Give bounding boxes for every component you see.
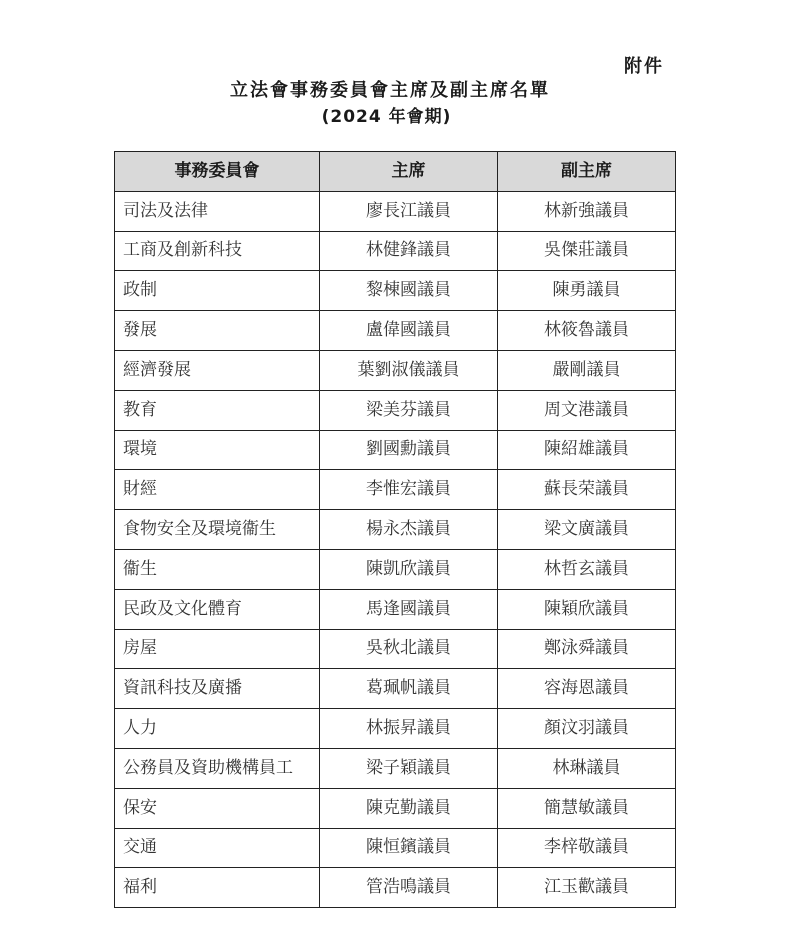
committee-cell: 教育 [115,390,320,430]
table-row [115,629,676,669]
deputy-chairman-cell: 梁文廣議員 [498,510,676,550]
deputy-chairman-cell: 容海恩議員 [498,669,676,709]
committee-cell: 經濟發展 [115,350,320,390]
chairman-cell: 林健鋒議員 [320,231,498,271]
table-row [115,470,676,510]
committee-cell: 發展 [115,311,320,351]
committee-table [114,151,676,908]
table-row [115,271,676,311]
committee-cell: 食物安全及環境衞生 [115,510,320,550]
title-text: 立法會事務委員會主席及副主席名單 [230,80,550,101]
committee-cell: 司法及法律 [115,191,320,231]
committee-cell: 福利 [115,868,320,908]
chairman-cell: 廖長江議員 [320,191,498,231]
document-subtitle [0,102,785,127]
committee-cell: 交通 [115,828,320,868]
table-row [115,669,676,709]
committee-cell: 財經 [115,470,320,510]
deputy-chairman-cell: 簡慧敏議員 [498,788,676,828]
table-row [115,748,676,788]
column-header-chairman: 主席 [320,152,498,192]
subtitle-text: (2024 年會期) [321,107,452,127]
table-row [115,430,676,470]
table-row [115,709,676,749]
committee-cell: 政制 [115,271,320,311]
chairman-cell: 管浩鳴議員 [320,868,498,908]
chairman-cell: 梁美芬議員 [320,390,498,430]
column-header-deputy-chairman: 副主席 [498,152,676,192]
committee-cell: 人力 [115,709,320,749]
deputy-chairman-cell: 鄭泳舜議員 [498,629,676,669]
table-row [115,828,676,868]
chairman-cell: 楊永杰議員 [320,510,498,550]
deputy-chairman-cell: 李梓敬議員 [498,828,676,868]
committee-cell: 環境 [115,430,320,470]
chairman-cell: 馬逢國議員 [320,589,498,629]
deputy-chairman-cell: 林琳議員 [498,748,676,788]
column-header-committee: 事務委員會 [115,152,320,192]
table-row [115,788,676,828]
table-row [115,350,676,390]
table-row [115,311,676,351]
committee-cell: 公務員及資助機構員工 [115,748,320,788]
deputy-chairman-cell: 江玉歡議員 [498,868,676,908]
chairman-cell: 林振昇議員 [320,709,498,749]
document-title [0,76,785,102]
deputy-chairman-cell: 嚴剛議員 [498,350,676,390]
chairman-cell: 盧偉國議員 [320,311,498,351]
chairman-cell: 葉劉淑儀議員 [320,350,498,390]
deputy-chairman-cell: 陳穎欣議員 [498,589,676,629]
deputy-chairman-cell: 林新強議員 [498,191,676,231]
annex-label: 附件 [624,56,664,77]
chairman-cell: 李惟宏議員 [320,470,498,510]
chairman-cell: 黎棟國議員 [320,271,498,311]
table-row [115,231,676,271]
committee-cell: 民政及文化體育 [115,589,320,629]
deputy-chairman-cell: 陳勇議員 [498,271,676,311]
table-row [115,390,676,430]
committee-cell: 資訊科技及廣播 [115,669,320,709]
chairman-cell: 陳克勤議員 [320,788,498,828]
table-row [115,589,676,629]
table-row [115,549,676,589]
deputy-chairman-cell: 顏汶羽議員 [498,709,676,749]
deputy-chairman-cell: 陳紹雄議員 [498,430,676,470]
table-row [115,191,676,231]
chairman-cell: 吳秋北議員 [320,629,498,669]
table-header-row [115,152,676,192]
chairman-cell: 陳恒鑌議員 [320,828,498,868]
committee-cell: 工商及創新科技 [115,231,320,271]
chairman-cell: 劉國勳議員 [320,430,498,470]
deputy-chairman-cell: 林筱魯議員 [498,311,676,351]
committee-cell: 房屋 [115,629,320,669]
committee-cell: 衞生 [115,549,320,589]
deputy-chairman-cell: 蘇長荣議員 [498,470,676,510]
table-row [115,510,676,550]
chairman-cell: 梁子穎議員 [320,748,498,788]
deputy-chairman-cell: 周文港議員 [498,390,676,430]
deputy-chairman-cell: 吳傑莊議員 [498,231,676,271]
chairman-cell: 葛珮帆議員 [320,669,498,709]
deputy-chairman-cell: 林哲玄議員 [498,549,676,589]
table-row [115,868,676,908]
committee-cell: 保安 [115,788,320,828]
chairman-cell: 陳凱欣議員 [320,549,498,589]
